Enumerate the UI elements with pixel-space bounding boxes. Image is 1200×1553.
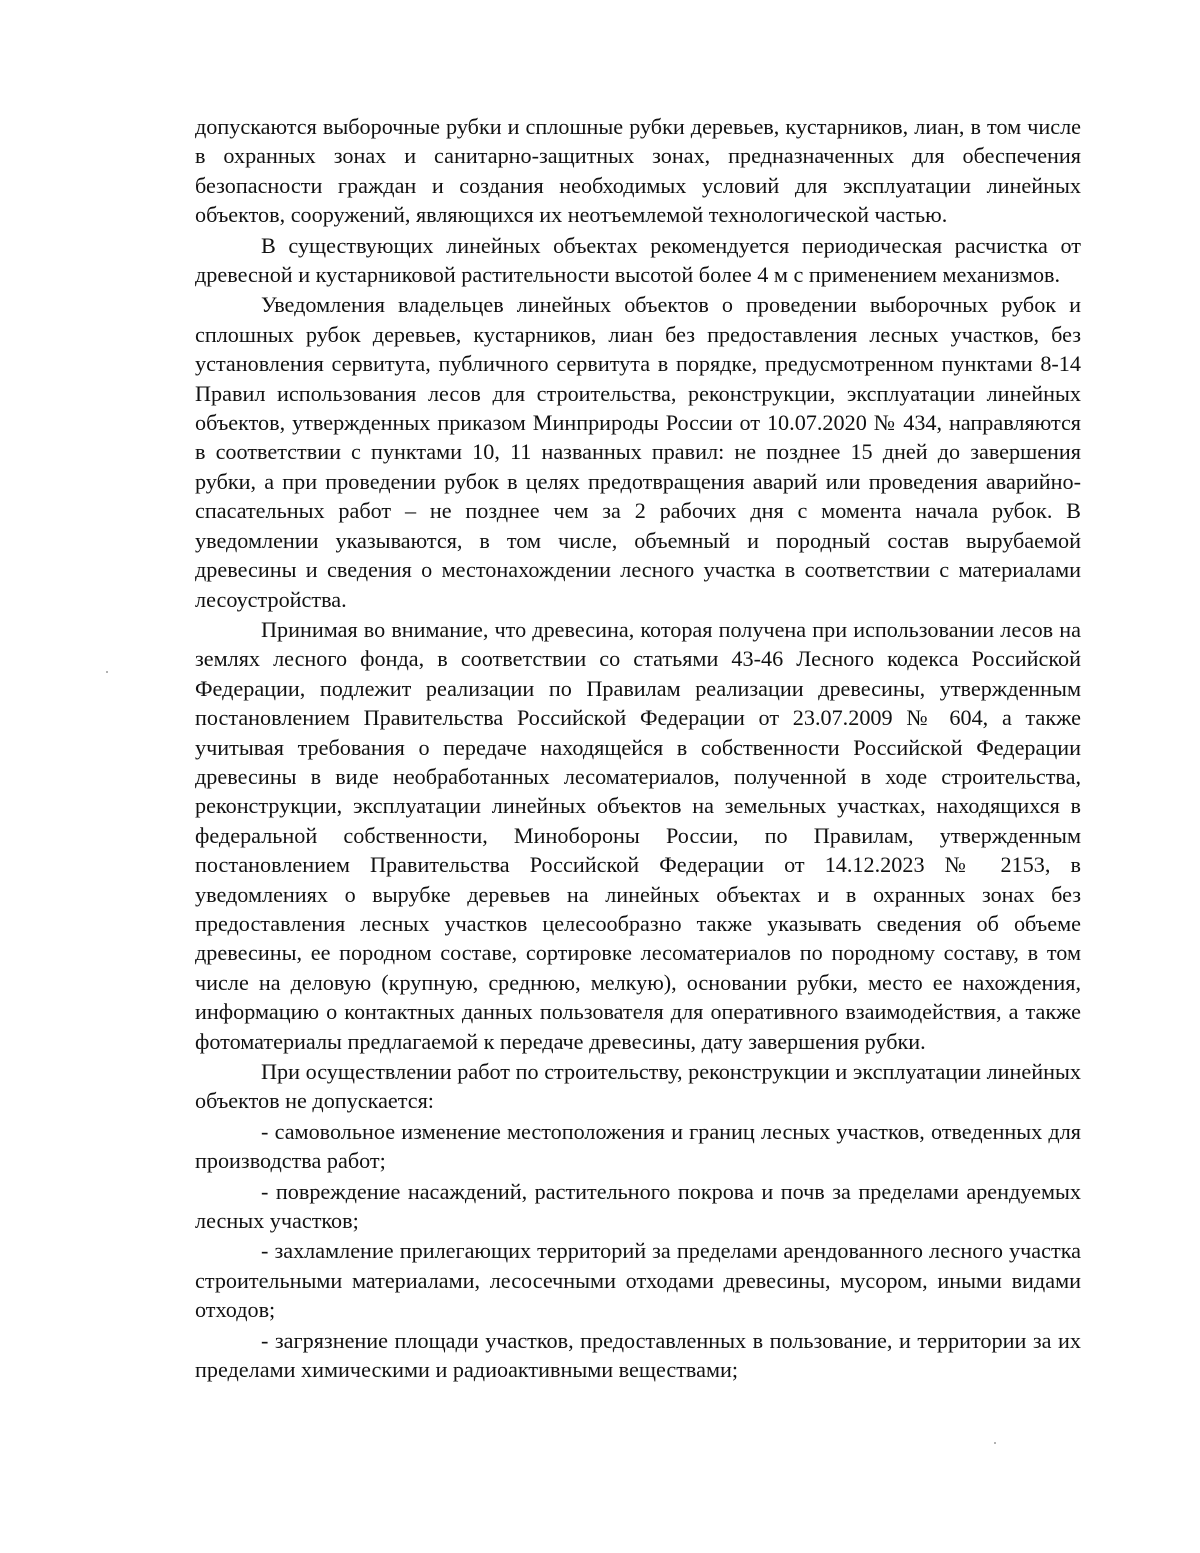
paragraph-prohibitions-intro: При осуществлении работ по строительству, реконструкции и эксплуатации линейных объектов не допускается: <box>195 1059 1081 1114</box>
scan-speck <box>994 1442 996 1444</box>
document-body <box>195 112 1081 1384</box>
list-item-boundary-change: - самовольное изменение местоположения и границ лесных участков, отведенных для производства работ; <box>195 1118 1081 1174</box>
list-item-contamination: - загрязнение площади участков, предоставленных в пользование, и территории за их пределами химическими и радиоактивными веществами; <box>195 1327 1081 1383</box>
paragraph-wood-realization: Принимая во внимание, что древесина, которая получена при использовании лесов на землях лесного фонда, в соответствии со статьями 43-46 Лесного кодекса Российской Федерации, подлежит реализации по Правилам реализации древесины, утвержденным постановлением Правительства Российской Федерации от 23.07.2009 № 604, а также учитывая требования о передаче находящейся в собственности Российской Федерации древесины в виде необработанных лесоматериалов, полученной в ходе строительства, реконструкции, эксплуатации линейных объектов на земельных участках, находящихся в федеральной собственности, Минобороны России, по Правилам, утвержденным постановлением Правительства Российской Федерации от 14.12.2023 № 2153, в уведомлениях о вырубке деревьев на линейных объектах и в охранных зонах без предоставления лесных участков целесообразно также указывать сведения об объеме древесины, ее породном составе, сортировке лесоматериалов по породному составу, в том числе на деловую (крупную, среднюю, мелкую), основании рубки, место ее нахождения, информацию о контактных данных пользователя для оперативного взаимодействия, а также фотоматериалы предлагаемой к передаче древесины, дату завершения рубки. <box>195 616 1081 1054</box>
paragraph-continuation: допускаются выборочные рубки и сплошные рубки деревьев, кустарников, лиан, в том числе в охранных зонах и санитарно-защитных зонах, предназначенных для обеспечения безопасности граждан и создания необходимых условий для эксплуатации линейных объектов, сооружений, являющихся их неотъемлемой технологической частью. <box>195 114 1081 228</box>
list-item-vegetation-damage: - повреждение насаждений, растительного покрова и почв за пределами арендуемых лесных участков; <box>195 1178 1081 1234</box>
list-item-littering: - захламление прилегающих территорий за пределами арендованного лесного участка строительными материалами, лесосечными отходами древесины, мусором, иными видами отходов; <box>195 1238 1081 1323</box>
paragraph-clearing-recommendation: В существующих линейных объектах рекомендуется периодическая расчистка от древесной и кустарниковой растительности высотой более 4 м с применением механизмов. <box>195 232 1081 288</box>
paragraph-notifications: Уведомления владельцев линейных объектов о проведении выборочных рубок и сплошных рубок деревьев, кустарников, лиан без предоставления лесных участков, без установления сервитута, публичного сервитута в порядке, предусмотренном пунктами 8-14 Правил использования лесов для строительства, реконструкции, эксплуатации линейных объектов, утвержденных приказом Минприроды России от 10.07.2020 № 434, направляются в соответствии с пунктами 10, 11 названных правил: не позднее 15 дней до завершения рубки, а при проведении рубок в целях предотвращения аварий или проведения аварийно-спасательных работ – не позднее чем за 2 рабочих дня с момента начала рубок. В уведомлении указываются, в том числе, объемный и породный состав вырубаемой древесины и сведения о местонахождении лесного участка в соответствии с материалами лесоустройства. <box>195 292 1081 612</box>
scan-speck <box>106 671 108 673</box>
